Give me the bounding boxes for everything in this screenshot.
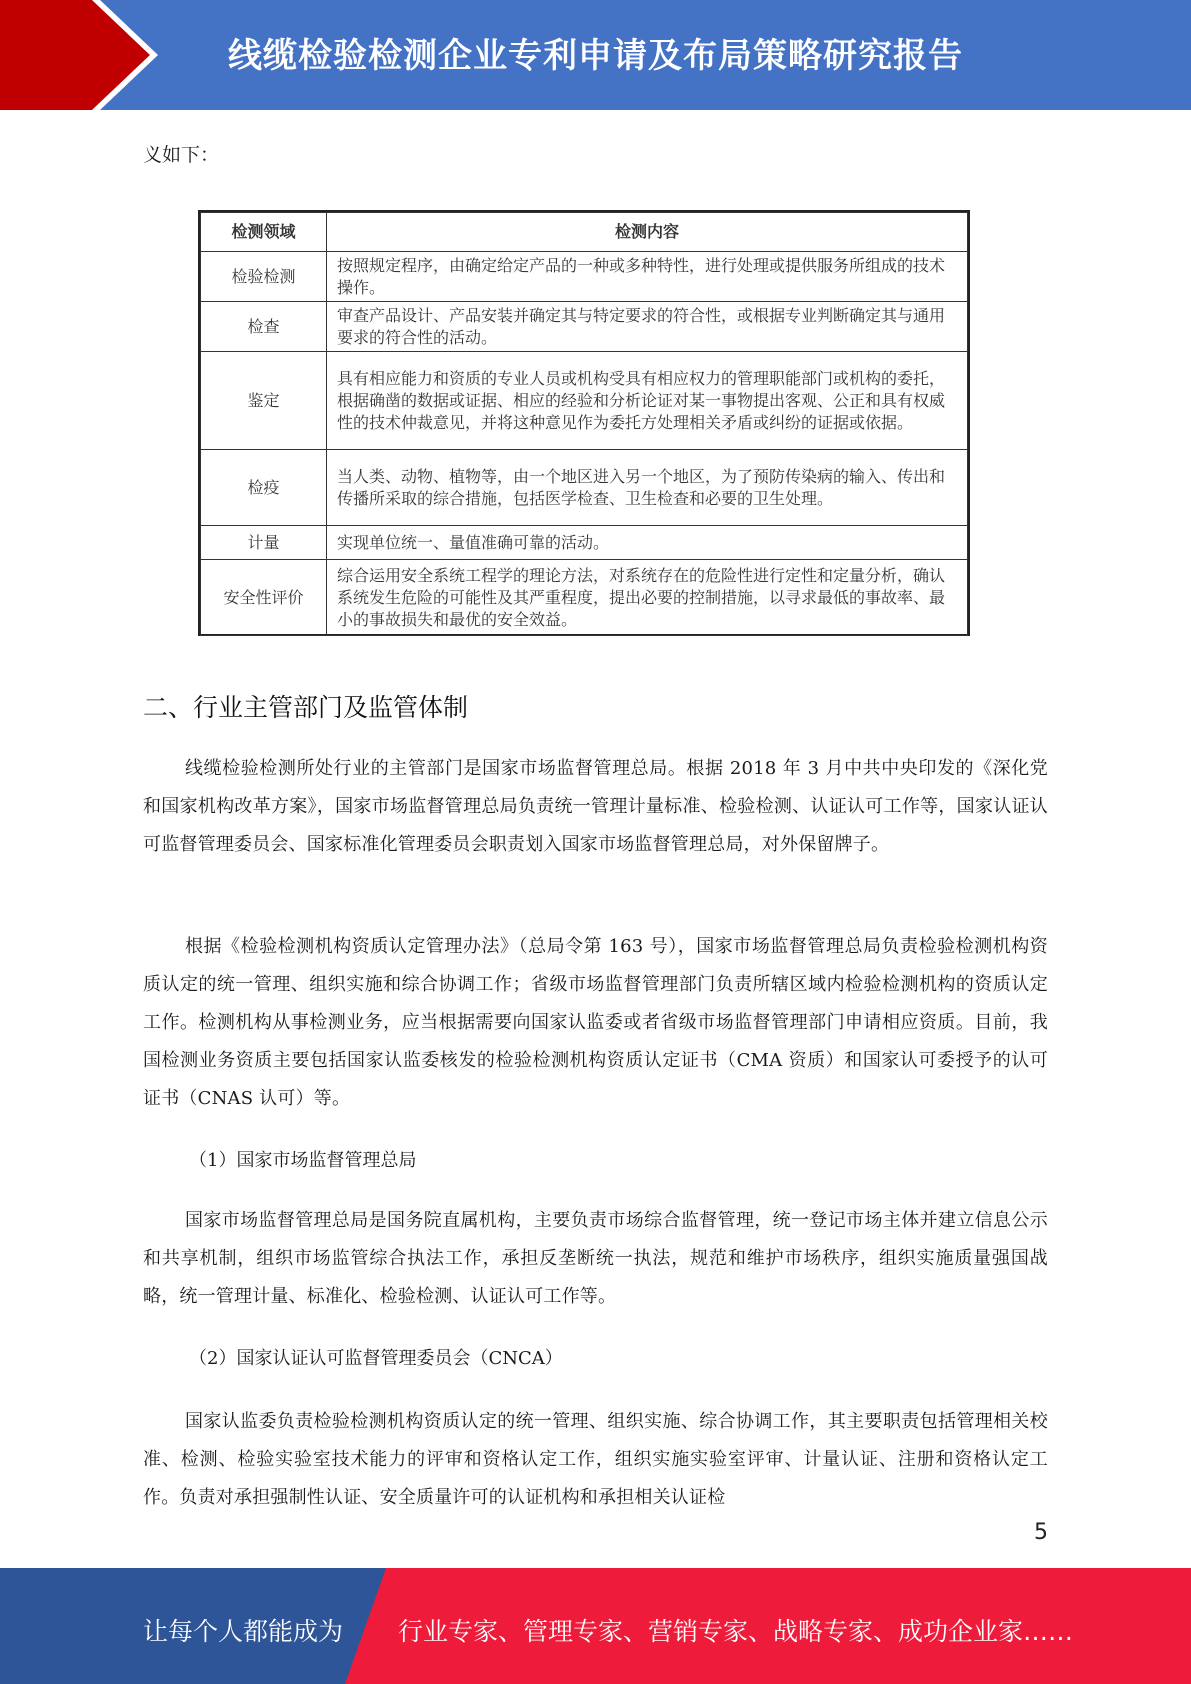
table-row xyxy=(201,352,968,450)
subheading-cnca: （2）国家认证认可监督管理委员会（CNCA） xyxy=(189,1348,563,1369)
row-field: 检疫 xyxy=(201,450,327,526)
row-field: 安全性评价 xyxy=(201,560,327,636)
paragraph-qualification: 根据《检验检测机构资质认定管理办法》（总局令第 163 号），国家市场监督管理总局负责检验检测机构资质认定的统一管理、组织实施和综合协调工作；省级市场监督管理部门负责所辖区域内检验检测机构的资质认定工作。检测机构从事检测业务，应当根据需要向国家认监委或者省级市场监督管理部门申请相应资质。目前，我国检测业务资质主要包括国家认监委核发的检验检测机构资质认定证书（CMA 资质）和国家认可委授予的认可证书（CNAS 认可）等。 xyxy=(143,936,1048,1109)
table-header-row xyxy=(201,213,968,252)
table-row xyxy=(201,560,968,636)
section-heading: 二、行业主管部门及监管体制 xyxy=(143,693,469,722)
page-number: 5 xyxy=(1034,1520,1048,1545)
row-content: 按照规定程序，由确定给定产品的一种或多种特性，进行处理或提供服务所组成的技术操作。 xyxy=(327,252,968,302)
lead-text: 义如下： xyxy=(143,144,220,166)
row-field: 检查 xyxy=(201,302,327,352)
testing-field-table xyxy=(198,210,970,636)
row-content: 当人类、动物、植物等，由一个地区进入另一个地区，为了预防传染病的输入、传出和传播所采取的综合措施，包括医学检查、卫生检查和必要的卫生处理。 xyxy=(327,450,968,526)
row-field: 计量 xyxy=(201,526,327,560)
paragraph-cnca: 国家认监委负责检验检测机构资质认定的统一管理、组织实施、综合协调工作，其主要职责包括管理相关校准、检测、检验实验室技术能力的评审和资格认定工作，组织实施实验室评审、计量认证、注册和资格认定工作。负责对承担强制性认证、安全质量许可的认证机构和承担相关认证检 xyxy=(143,1411,1048,1508)
page-footer xyxy=(0,1568,1191,1684)
header-field: 检测领域 xyxy=(201,213,327,252)
row-field: 鉴定 xyxy=(201,352,327,450)
subheading-samr: （1）国家市场监督管理总局 xyxy=(189,1150,417,1171)
row-content: 具有相应能力和资质的专业人员或机构受具有相应权力的管理职能部门或机构的委托，根据确凿的数据或证据、相应的经验和分析论证对某一事物提出客观、公正和具有权威性的技术仲裁意见，并将这种意见作为委托方处理相关矛盾或纠纷的证据或依据。 xyxy=(327,352,968,450)
report-title: 线缆检验检测企业专利申请及布局策略研究报告 xyxy=(228,36,963,76)
paragraph-samr: 国家市场监督管理总局是国务院直属机构，主要负责市场综合监督管理，统一登记市场主体并建立信息公示和共享机制，组织市场监管综合执法工作，承担反垄断统一执法，规范和维护市场秩序，组织实施质量强国战略，统一管理计量、标准化、检验检测、认证认可工作等。 xyxy=(143,1210,1048,1307)
table-row xyxy=(201,450,968,526)
table-row xyxy=(201,526,968,560)
paragraph-regulator: 线缆检验检测所处行业的主管部门是国家市场监督管理总局。根据 2018 年 3 月中共中央印发的《深化党和国家机构改革方案》，国家市场监督管理总局负责统一管理计量标准、检验检测、认证认可工作等，国家认证认可监督管理委员会、国家标准化管理委员会职责划入国家市场监督管理总局，对外保留牌子。 xyxy=(143,758,1048,855)
row-content: 实现单位统一、量值准确可靠的活动。 xyxy=(327,526,968,560)
footer-slogan-left: 让每个人都能成为 xyxy=(143,1617,344,1646)
row-content: 审查产品设计、产品安装并确定其与特定要求的符合性，或根据专业判断确定其与通用要求的符合性的活动。 xyxy=(327,302,968,352)
footer-slogan-right: 行业专家、管理专家、营销专家、战略专家、成功企业家…… xyxy=(398,1617,1074,1646)
page-header xyxy=(0,0,1191,110)
table-row xyxy=(201,252,968,302)
header-content: 检测内容 xyxy=(327,213,968,252)
row-content: 综合运用安全系统工程学的理论方法，对系统存在的危险性进行定性和定量分析，确认系统发生危险的可能性及其严重程度，提出必要的控制措施，以寻求最低的事故率、最小的事故损失和最优的安全效益。 xyxy=(327,560,968,636)
row-field: 检验检测 xyxy=(201,252,327,302)
table-row xyxy=(201,302,968,352)
